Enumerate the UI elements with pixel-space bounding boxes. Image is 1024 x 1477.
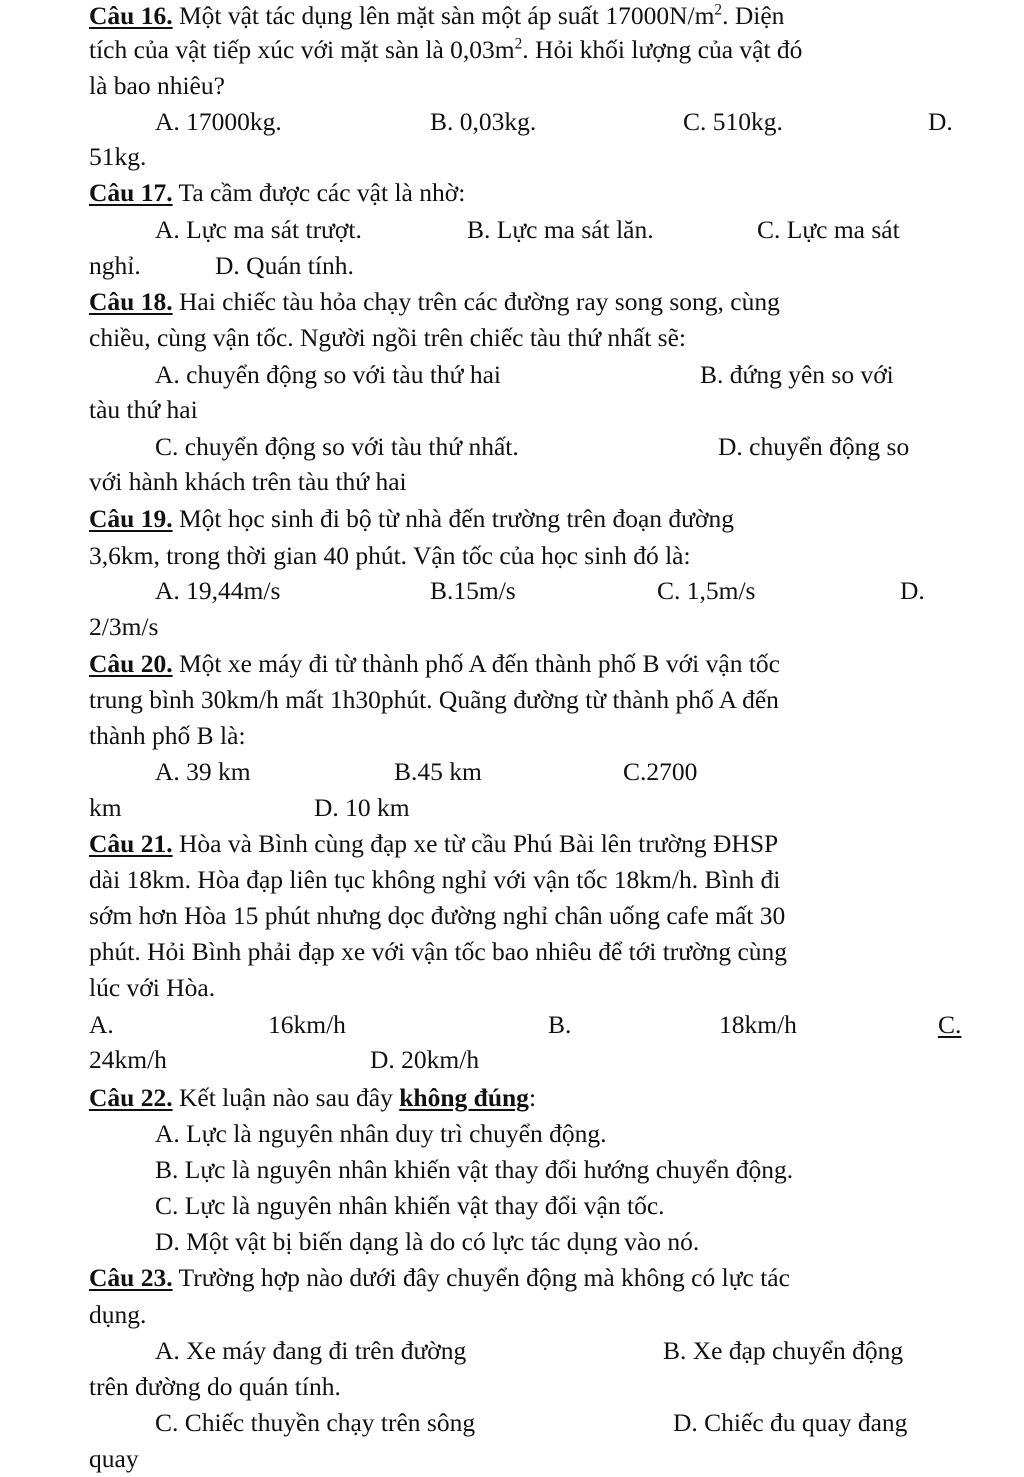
q19-option-d-cont: 2/3m/s [89,612,159,641]
q22-emphasis: không đúng [399,1083,529,1112]
q21-option-c: C. [938,1010,962,1039]
q19-line-1 [89,501,734,537]
q17-option-d: D. Quán tính. [215,251,354,280]
q21-label: Câu 21. [89,829,173,858]
q17-option-a: A. Lực ma sát trượt. [155,215,362,244]
q20-line-2: trung bình 30km/h mất 1h30phút. Quãng đường từ thành phố A đến [89,685,779,714]
q23-label: Câu 23. [89,1263,173,1292]
q20-line-1 [89,646,780,682]
q16-option-c: C. 510kg. [683,107,783,136]
q16-line-1 [89,0,784,34]
q21-option-b: B. [548,1010,572,1039]
q16-text-1b: . Diện [722,1,785,30]
q22-option-b: B. Lực là nguyên nhân khiến vật thay đổi hướng chuyển động. [155,1155,794,1184]
q16-line-3: là bao nhiêu? [89,71,225,100]
q16-text-2b: . Hỏi khối lượng của vật đó [522,35,803,64]
q21-option-d: D. 20km/h [370,1045,480,1074]
q19-text-1: Một học sinh đi bộ từ nhà đến trường trên đoạn đường [172,504,734,533]
q18-option-d: D. chuyển động so [718,432,910,461]
q18-option-a: A. chuyển động so với tàu thứ hai [155,360,502,389]
q16-text-1a: Một vật tác dụng lên mặt sàn một áp suất 17000N/m [172,1,715,30]
q19-option-d: D. [900,576,925,605]
q20-option-a: A. 39 km [155,757,251,786]
q23-line-1 [89,1260,790,1296]
q21-text-1: Hòa và Bình cùng đạp xe từ cầu Phú Bài lên trường ĐHSP [172,829,779,858]
q20-option-c-cont: km [89,793,122,822]
q17-option-c-cont: nghỉ. [89,251,141,280]
q16-line-2 [89,32,802,68]
q20-label: Câu 20. [89,649,173,678]
q18-option-c: C. chuyển động so với tàu thứ nhất. [155,432,519,461]
q18-label: Câu 18. [89,287,173,316]
q17-text-1: Ta cầm được các vật là nhờ: [172,178,466,207]
q22-option-d: D. Một vật bị biến dạng là do có lực tác dụng vào nó. [155,1227,700,1256]
q17-line-1 [89,175,465,211]
q22-option-c: C. Lực là nguyên nhân khiến vật thay đổi vận tốc. [155,1191,665,1220]
q19-line-2: 3,6km, trong thời gian 40 phút. Vận tốc của học sinh đó là: [89,541,691,570]
q22-text-1b: : [528,1083,537,1112]
q19-option-c: C. 1,5m/s [657,576,756,605]
q18-option-b-cont: tàu thứ hai [89,395,198,424]
q18-line-1 [89,284,780,320]
q18-line-2: chiều, cùng vận tốc. Người ngồi trên chiếc tàu thứ nhất sẽ: [89,323,686,352]
q18-option-d-cont: với hành khách trên tàu thứ hai [89,467,407,496]
q20-text-1: Một xe máy đi từ thành phố A đến thành phố B với vận tốc [172,649,780,678]
q16-option-d-cont: 51kg. [89,142,147,171]
q16-text-2a: tích của vật tiếp xúc với mặt sàn là 0,03m [89,35,515,64]
q17-option-b: B. Lực ma sát lăn. [467,215,654,244]
q21-line-4: phút. Hỏi Bình phải đạp xe với vận tốc bao nhiêu để tới trường cùng [89,937,788,966]
q23-option-c: C. Chiếc thuyền chạy trên sông [155,1408,476,1437]
q19-option-b: B.15m/s [430,576,516,605]
q21-line-5: lúc với Hòa. [89,973,216,1002]
q21-line-2: dài 18km. Hòa đạp liên tục không nghỉ với vận tốc 18km/h. Bình đi [89,865,781,894]
q20-option-b: B.45 km [394,757,482,786]
q21-option-b-value: 18km/h [719,1010,797,1039]
q23-option-d-cont: quay [89,1444,139,1473]
q23-option-d: D. Chiếc đu quay đang [673,1408,908,1437]
q20-line-3: thành phố B là: [89,721,246,750]
q21-line-1 [89,826,778,862]
q20-option-c: C.2700 [623,757,698,786]
q16-sup-2: 2 [514,35,523,53]
q16-sup-1: 2 [714,1,723,19]
q23-option-a: A. Xe máy đang đi trên đường [155,1336,467,1365]
q18-option-b: B. đứng yên so với [700,360,894,389]
q21-option-c-value: 24km/h [89,1045,167,1074]
q22-line-1 [89,1080,536,1116]
q19-label: Câu 19. [89,504,173,533]
q16-option-b: B. 0,03kg. [430,107,537,136]
q23-line-2: dụng. [89,1300,147,1329]
q16-option-a: A. 17000kg. [155,107,282,136]
q18-text-1: Hai chiếc tàu hỏa chạy trên các đường ray song song, cùng [172,287,780,316]
q22-text-1a: Kết luận nào sau đây [172,1083,400,1112]
q23-option-b: B. Xe đạp chuyển động [663,1336,904,1365]
q23-text-1: Trường hợp nào dưới đây chuyển động mà không có lực tác [172,1263,790,1292]
q20-option-d: D. 10 km [314,793,410,822]
q22-label: Câu 22. [89,1083,173,1112]
q19-option-a: A. 19,44m/s [155,576,281,605]
q17-option-c: C. Lực ma sát [757,215,900,244]
q23-option-b-cont: trên đường do quán tính. [89,1372,341,1401]
q22-option-a: A. Lực là nguyên nhân duy trì chuyển động. [155,1119,607,1148]
q17-label: Câu 17. [89,178,173,207]
q21-option-a: A. [89,1010,114,1039]
q16-label: Câu 16. [89,1,173,30]
q16-option-d: D. [928,107,953,136]
q21-line-3: sớm hơn Hòa 15 phút nhưng dọc đường nghỉ chân uống cafe mất 30 [89,901,786,930]
q21-option-a-value: 16km/h [268,1010,346,1039]
